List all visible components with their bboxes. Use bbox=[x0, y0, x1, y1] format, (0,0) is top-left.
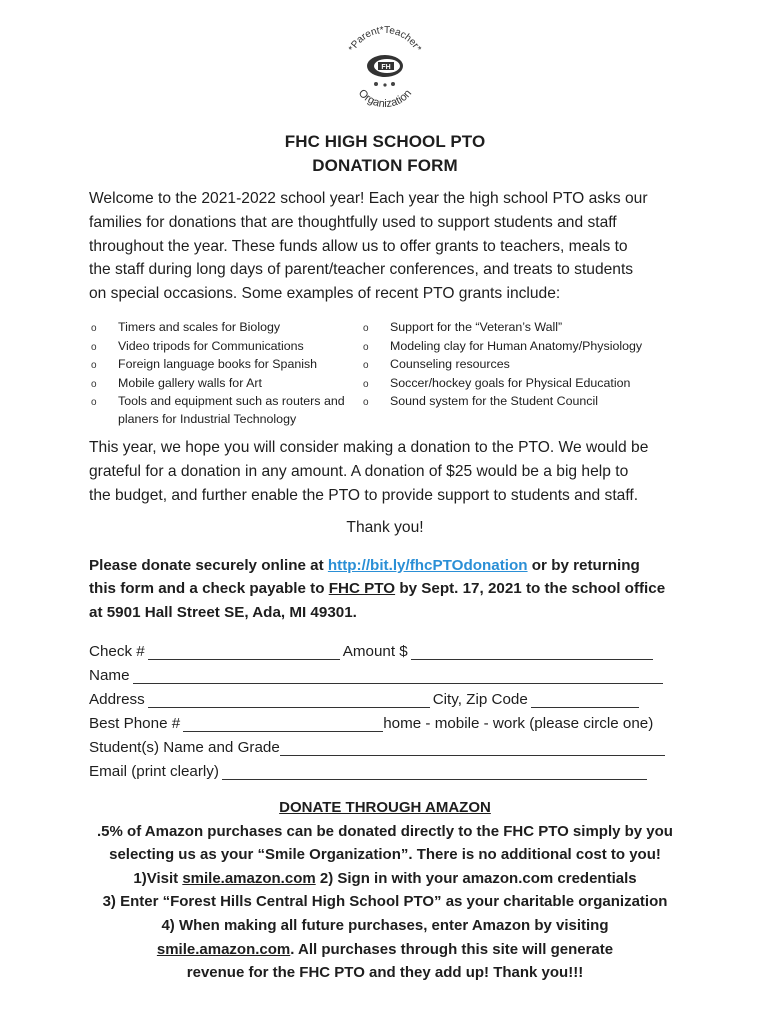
school-address: at 5901 Hall Street SE, Ada, MI 49301. bbox=[89, 603, 357, 621]
grants-list-right bbox=[363, 319, 673, 412]
check-number-field[interactable] bbox=[148, 645, 340, 660]
student-label: Student(s) Name and Grade bbox=[89, 739, 280, 756]
phone-field[interactable] bbox=[183, 717, 383, 732]
form-row bbox=[89, 660, 689, 684]
address-label: Address bbox=[89, 691, 145, 708]
bullet-icon: o bbox=[91, 360, 97, 372]
page-subtitle: DONATION FORM bbox=[312, 156, 458, 175]
amount-field[interactable] bbox=[411, 645, 653, 660]
form-row bbox=[89, 684, 689, 708]
donation-link[interactable]: http://bit.ly/fhcPTOdonation bbox=[327, 557, 528, 574]
paragraph-line: grateful for a donation in any amount. A donation of $25 would be a big help to bbox=[89, 462, 629, 480]
form-row bbox=[89, 636, 689, 660]
bullet-icon: o bbox=[363, 341, 369, 353]
bullet-icon: o bbox=[91, 397, 97, 409]
list-item: o Modeling clay for Human Anatomy/Physiology bbox=[363, 338, 673, 357]
student-field[interactable] bbox=[280, 741, 665, 756]
bullet-icon: o bbox=[91, 323, 97, 334]
pto-circular-seal-icon bbox=[336, 22, 434, 110]
phone-type-options[interactable]: home - mobile - work (please circle one) bbox=[383, 715, 654, 732]
city-zip-label: City, Zip Code bbox=[432, 691, 528, 708]
list-item: o Support for the “Veteran’s Wall” bbox=[363, 319, 673, 338]
phone-label: Best Phone # bbox=[89, 715, 181, 732]
name-label: Name bbox=[89, 667, 130, 684]
email-label: Email (print clearly) bbox=[89, 763, 219, 780]
bullet-icon: o bbox=[91, 378, 97, 390]
list-item: o Timers and scales for Biology bbox=[91, 319, 361, 338]
grants-list-left bbox=[91, 319, 361, 429]
donate-instructions: Please donate securely online at http://bit.ly/fhcPTOdonation or by returning this form and a check payable to FHC PTO by Sept. 17, 2021 to the school office at 5901 Hall Street SE, Ada, MI 49301. bbox=[89, 554, 689, 624]
list-item: o Sound system for the Student Council bbox=[363, 393, 673, 412]
svg-text:*Parent*Teacher*: *Parent*Teacher* bbox=[346, 24, 424, 54]
address-field[interactable] bbox=[148, 693, 430, 708]
name-field[interactable] bbox=[133, 669, 663, 684]
intro-line: families for donations that are thoughtfully used to support students and staff bbox=[89, 213, 617, 231]
bullet-icon: o bbox=[91, 341, 97, 353]
form-row bbox=[89, 708, 689, 732]
bullet-icon: o bbox=[363, 360, 369, 372]
svg-text:Organization: Organization bbox=[355, 87, 415, 110]
svg-text:FH: FH bbox=[381, 64, 391, 71]
intro-line: Welcome to the 2021-2022 school year! Each year the high school PTO asks our bbox=[89, 190, 648, 207]
amazon-heading: DONATE THROUGH AMAZON bbox=[279, 799, 491, 816]
intro-line: throughout the year. These funds allow us to offer grants to teachers, meals to bbox=[89, 237, 628, 255]
payee-name: FHC PTO bbox=[328, 580, 396, 598]
list-item: o Soccer/hockey goals for Physical Education bbox=[363, 375, 673, 394]
form-row bbox=[89, 756, 689, 780]
page-title: FHC HIGH SCHOOL PTO bbox=[284, 132, 486, 151]
pto-logo bbox=[336, 22, 434, 110]
intro-paragraph bbox=[89, 187, 689, 306]
email-field[interactable] bbox=[222, 765, 647, 780]
form-row bbox=[89, 732, 689, 756]
list-item: o Mobile gallery walls for Art bbox=[91, 375, 361, 394]
donation-request-paragraph bbox=[89, 436, 689, 507]
bullet-icon: o bbox=[363, 378, 369, 390]
bullet-icon: o bbox=[363, 323, 369, 334]
paragraph-line: the budget, and further enable the PTO to provide support to students and staff. bbox=[89, 486, 639, 504]
amount-label: Amount $ bbox=[342, 643, 408, 660]
city-zip-field[interactable] bbox=[531, 693, 639, 708]
list-item: o Video tripods for Communications bbox=[91, 338, 361, 357]
smile-amazon-link[interactable]: smile.amazon.com bbox=[156, 940, 291, 958]
amazon-section: DONATE THROUGH AMAZON .5% of Amazon purchases can be donated directly to the FHC PTO simply by you selecting us as your “Smile Organization”. There is no additional cost to you! 1)Visit smile.amazon.com 2) Sign in with your amazon.com credentials 3) Enter “Forest Hills Central High School PTO” as your charitable organization 4) When making all future purchases, enter Amazon by visiting smile.amazon.com. All purchases through this site will generate revenue for the FHC PTO and they add up! Thank you!!! bbox=[0, 796, 770, 985]
list-item: o Counseling resources bbox=[363, 356, 673, 375]
paragraph-line: This year, we hope you will consider making a donation to the PTO. We would be bbox=[89, 439, 649, 456]
smile-amazon-link[interactable]: smile.amazon.com bbox=[182, 869, 316, 887]
intro-line: the staff during long days of parent/teacher conferences, and treats to students bbox=[89, 261, 634, 279]
thank-you-text: Thank you! bbox=[346, 519, 424, 536]
intro-line: on special occasions. Some examples of recent PTO grants include: bbox=[89, 285, 561, 303]
bullet-icon: o bbox=[363, 397, 369, 409]
donor-form bbox=[89, 636, 689, 780]
list-item: o Foreign language books for Spanish bbox=[91, 356, 361, 375]
check-number-label: Check # bbox=[89, 643, 145, 660]
list-item: o Tools and equipment such as routers and planers for Industrial Technology bbox=[91, 394, 345, 426]
